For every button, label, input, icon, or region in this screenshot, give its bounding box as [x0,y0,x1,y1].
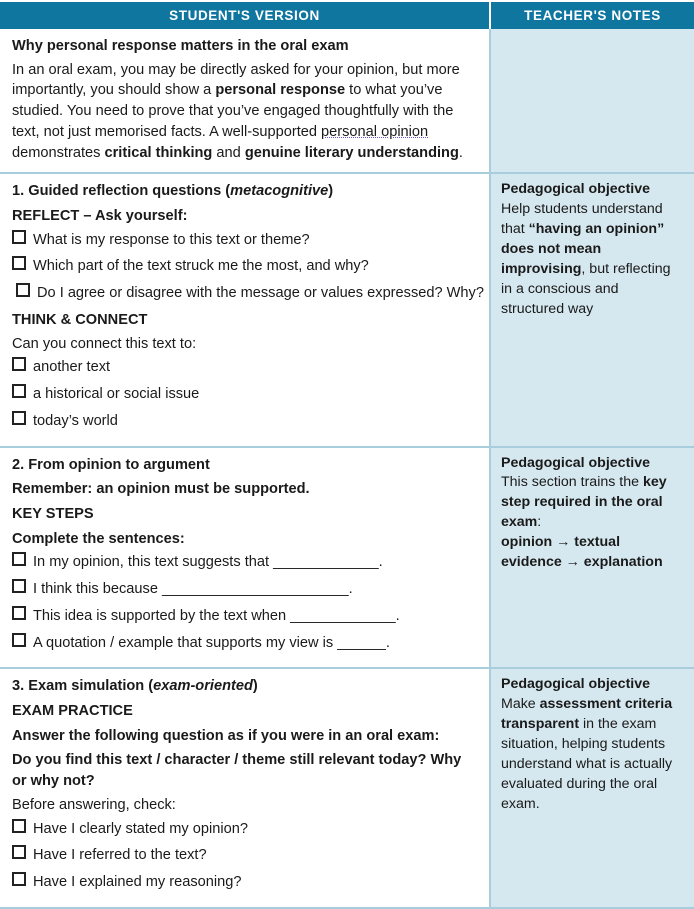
intro-bold-personal-response: personal response [215,82,346,99]
section-3-note-run-1: Make [501,696,540,713]
section-2-note-run-1: This section trains the [501,474,643,491]
list-item-label: today’s world [33,412,118,429]
list-item-label: another text [33,359,111,376]
checkbox-empty-icon[interactable] [12,552,26,566]
list-item-label: a historical or social issue [33,386,200,403]
section-2-note-body [501,473,684,533]
list-item-label: Have I referred to the text? [33,847,207,864]
section-1-student-cell [0,173,490,446]
intro-heading: Why personal response matters in the oral exam [12,38,349,54]
list-item-label: A quotation / example that supports my view is ______. [33,634,390,651]
list-item[interactable] [12,411,475,432]
intro-squiggle-personal-opinion: personal opinion [321,123,429,140]
list-item[interactable] [12,579,475,600]
section-1-note-title: Pedagogical objective [501,181,651,198]
section-1-title-italic: metacognitive [230,183,329,200]
table-row-section-3 [0,668,694,907]
header-row [0,2,694,29]
list-item-label: I think this because _______________________. [33,581,353,598]
section-1-reflect-list [12,230,484,304]
intro-run-5: . [458,144,463,161]
section-2-complete-heading: Complete the sentences: [12,530,185,547]
section-1-note-body [501,200,684,319]
list-item[interactable] [12,872,475,893]
section-3-title [12,676,475,697]
intro-run-1: In an oral exam, you may be directly asked for your opinion, but more importantly, you should show a [12,61,460,99]
section-2-note-title: Pedagogical objective [501,454,651,471]
intro-run-4: and [212,144,245,161]
checkbox-empty-icon[interactable] [12,845,26,859]
list-item[interactable] [12,845,475,866]
section-3-check-lead: Before answering, check: [12,796,176,813]
checkbox-empty-icon[interactable] [12,411,26,425]
list-item-label: In my opinion, this text suggests that _____________. [33,554,383,571]
list-item[interactable] [12,384,475,405]
section-2-teacher-cell [490,447,694,669]
section-3-check-list [12,819,475,893]
list-item-label: Have I explained my reasoning? [33,874,242,890]
section-2-key-steps-heading: KEY STEPS [12,505,94,522]
list-item[interactable] [12,819,475,840]
list-item[interactable] [12,256,475,277]
list-item-label: Do I agree or disagree with the message or values expressed? Why? [37,285,484,302]
table-header [0,2,694,29]
list-item[interactable] [12,357,475,378]
section-3-title-italic: exam-oriented [153,678,253,695]
section-3-note-run-2: in the exam situation, helping students understand what is actually evaluated during the oral exam. [501,716,673,812]
checkbox-empty-icon[interactable] [16,283,30,297]
list-item-label: Which part of the text struck me the most, and why? [33,258,369,275]
section-2-student-cell [0,447,490,669]
section-1-teacher-cell [490,173,694,446]
table-row-section-1 [0,173,694,446]
section-1-title-close: ) [328,183,334,200]
intro-student-cell [0,29,490,173]
checkbox-empty-icon[interactable] [12,872,26,886]
section-1-think-list [12,357,475,431]
checkbox-empty-icon[interactable] [12,256,26,270]
section-1-think-heading: THINK & CONNECT [12,311,148,328]
section-2-remember: Remember: an opinion must be supported. [12,481,310,498]
section-3-student-cell [0,668,490,907]
section-3-note-title: Pedagogical objective [501,676,651,693]
table-row-section-2 [0,447,694,669]
intro-paragraph [12,60,475,164]
list-item-label: Have I clearly stated my opinion? [33,820,248,837]
list-item[interactable] [12,606,475,627]
list-item[interactable] [12,552,475,573]
intro-bold-genuine-literary-understanding: genuine literary understanding [244,144,459,161]
intro-teacher-cell [490,29,694,173]
list-item-label: This idea is supported by the text when _____________. [33,607,400,624]
section-3-title-plain: 3. Exam simulation ( [12,678,154,695]
section-1-reflect-heading: REFLECT – Ask yourself: [12,208,188,225]
section-1-note-run-1: Help students understand that [501,201,663,238]
section-1-note-bold-1: “having an opinion” does not mean improvising [501,221,665,277]
section-1-think-lead: Can you connect this text to: [12,335,197,352]
section-1-title-plain: 1. Guided reflection questions ( [12,183,231,200]
section-3-practice-heading: EXAM PRACTICE [12,702,133,719]
list-item-label: What is my response to this text or theme? [33,231,310,248]
column-header-students-version: STUDENT'S VERSION [0,2,490,29]
table-row-intro [0,29,694,173]
section-3-question: Do you find this text / character / theme still relevant today? Why or why not? [12,752,462,790]
list-item[interactable] [12,633,475,654]
worksheet-table [0,2,694,909]
column-header-teachers-notes: TEACHER'S NOTES [490,2,694,29]
checkbox-empty-icon[interactable] [12,230,26,244]
list-item[interactable] [12,230,475,251]
list-item[interactable] [12,283,484,304]
section-2-note-chain: opinion → textual evidence → explanation [501,534,663,570]
section-3-title-close: ) [252,678,258,695]
checkbox-empty-icon[interactable] [12,579,26,593]
section-1-note-run-2: , but reflecting in a conscious and structured way [501,260,671,317]
section-3-teacher-cell [490,668,694,907]
checkbox-empty-icon[interactable] [12,606,26,620]
intro-bold-critical-thinking: critical thinking [104,144,213,161]
checkbox-empty-icon[interactable] [12,384,26,398]
checkbox-empty-icon[interactable] [12,633,26,647]
section-3-instruction: Answer the following question as if you were in an oral exam: [12,727,440,744]
section-3-note-body [501,695,684,814]
intro-run-3: demonstrates [12,144,105,161]
checkbox-empty-icon[interactable] [12,357,26,371]
section-1-title [12,181,475,202]
intro-run-2: to what you’ve studied. You need to prove that you’ve engaged thoughtfully with the text, not just memorised facts. A well-supported [12,82,454,140]
section-2-sentence-list [12,552,475,653]
section-2-note-bold-1: key step required in the oral exam [501,474,667,531]
section-2-title: 2. From opinion to argument [12,456,210,473]
table-body [0,29,694,908]
section-2-note-run-2: : [537,514,542,531]
section-3-note-bold-1: assessment criteria transparent [501,696,673,732]
